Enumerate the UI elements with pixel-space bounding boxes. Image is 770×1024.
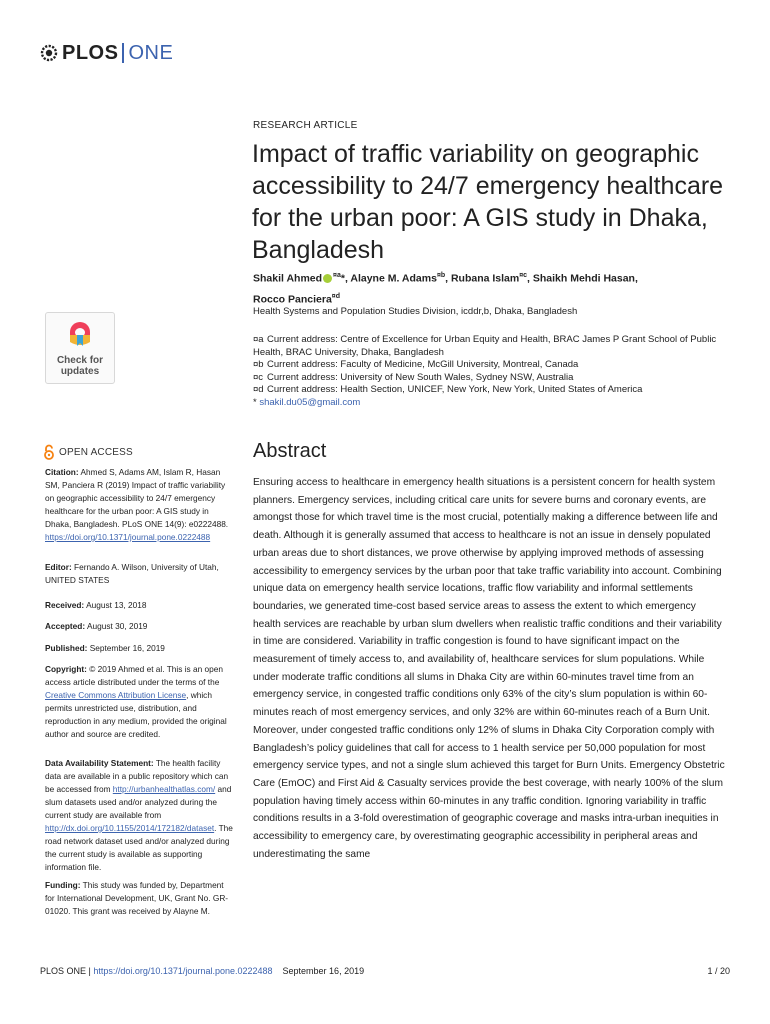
check-for-updates-badge[interactable] xyxy=(45,312,115,384)
author-list xyxy=(253,267,723,308)
copyright-text: © 2019 Ahmed et al. This is an open access article distributed under the terms of the xyxy=(45,664,223,687)
open-access-text: OPEN ACCESS xyxy=(59,446,133,458)
author-name[interactable]: , Rubana Islam xyxy=(445,272,520,285)
footer-journal: PLOS ONE xyxy=(40,966,87,976)
author-affil-mark: ¤c xyxy=(519,272,528,279)
license-link[interactable]: Creative Commons Attribution License xyxy=(45,690,187,700)
author-affil-mark: ¤d xyxy=(331,292,340,300)
copyright-text: , which permits unrestricted use, distribution, and reproduction in any medium, provided the original author and source are credited. xyxy=(45,690,227,739)
funding-block xyxy=(45,879,235,918)
abstract-heading: Abstract xyxy=(253,440,327,462)
published-block xyxy=(45,642,235,655)
note-symbol: ¤b xyxy=(253,359,264,371)
note-text: Current address: Faculty of Medicine, McGill University, Montreal, Canada xyxy=(267,359,579,371)
corresponding-star: * xyxy=(253,396,257,408)
editor-block xyxy=(45,561,235,587)
data-availability-block xyxy=(45,757,235,874)
funding-label: Funding: xyxy=(45,880,81,890)
citation-label: Citation: xyxy=(45,467,79,477)
note-symbol: ¤c xyxy=(253,371,264,383)
footer-doi-link[interactable]: https://doi.org/10.1371/journal.pone.0222488 xyxy=(93,966,273,976)
data-availability-text: The health facility data are available in a public repository which can be accessed from xyxy=(45,758,229,794)
author-name[interactable]: , Alayne M. Adams xyxy=(344,272,437,285)
page-footer xyxy=(40,966,730,976)
logo-plos-text: PLOS xyxy=(62,41,119,64)
note-symbol: ¤d xyxy=(253,384,264,396)
note-text: Current address: University of New South Wales, Sydney NSW, Australia xyxy=(267,371,574,383)
affiliation: Health Systems and Population Studies Division, icddr,b, Dhaka, Bangladesh xyxy=(253,306,578,317)
logo-divider xyxy=(122,43,124,63)
data-availability-text: . The road network dataset used and/or analyzed during the current study is available as supporting information file. xyxy=(45,823,233,872)
corresponding-mark: * xyxy=(340,272,345,285)
crossmark-icon xyxy=(66,318,94,348)
citation-doi-link[interactable]: https://doi.org/10.1371/journal.pone.0222488 xyxy=(45,532,211,542)
corresponding-email xyxy=(253,397,733,410)
published-date: September 16, 2019 xyxy=(89,643,165,653)
abstract-text: Ensuring access to healthcare in emergency health situations is a persistent concern for health system planners. Emergency services, including critical care units for severe burns and coronary events, are amongst those for which travel time is the most crucial, potentially making a difference between life and death. Although it is generally assumed that access to healthcare is not an issue in densely populated urban areas due to short distances, we prove otherwise by applying improved methods of assessing accessibility to emergency services by the urban poor that take traffic variability into account. Combining unique data on emergency health service locations, traffic flow variability and informal settlements boundaries, we generated time-cost based service areas to assess the extent to which emergency health services are reachable by urban slum dwellers when realistic traffic conditions and their variability in time are considered. Variability in traffic congestion is found to have significant impact on the measurement of timely access to, and availability of, healthcare services for slum populations. While under moderate traffic conditions all slums in Dhaka City are within 60-minutes travel time from an emergency service, in congested traffic conditions only 63% of the city’s slum population is within 60-minutes reach of most emergency services, and only 32% are within 60-minutes reach of a Burn Unit. Moreover, under congested traffic conditions only 12% of slums in Dhaka City Corporation comply with Bangladesh’s policy guidelines that call for access to 1 health service per 50,000 population for most emergency service types, and not a single slum achieved this target for Burn Units. Emergency Obstetric Care (EmOC) and First Aid & Casualty services provide the best coverage, with nearly 100% of the slum population having timely access within 60-minutes in any traffic condition. Ignoring variability in traffic conditions results in a 3-fold overestimation of geographic coverage and masks intra-urban inequities in accessibility to emergency care, by overestimating geographic accessibility in peripheral areas and underestimating the same xyxy=(253,477,725,860)
author-affil-mark: ¤a xyxy=(333,272,341,279)
dataset-doi-link[interactable]: http://dx.doi.org/10.1155/2014/172182/dataset xyxy=(45,823,215,833)
address-note xyxy=(253,372,733,385)
received-label: Received: xyxy=(45,600,85,610)
plos-one-logo xyxy=(40,40,173,66)
accepted-label: Accepted: xyxy=(45,621,86,631)
check-for-updates-label: Check for updates xyxy=(56,355,104,377)
article-type: RESEARCH ARTICLE xyxy=(253,120,358,131)
footer-date: September 16, 2019 xyxy=(282,966,365,976)
article-title: Impact of traffic variability on geographic accessibility to 24/7 emergency healthcare for the urban poor: A GIS study in Dhaka, Bangladesh xyxy=(252,140,724,264)
accepted-date: August 30, 2019 xyxy=(86,621,148,631)
funding-text: This study was funded by, Department for International Development, UK, Grant No. GR-01020. This grant was received by Alayne M. xyxy=(45,880,229,916)
copyright-block xyxy=(45,663,235,741)
received-date: August 13, 2018 xyxy=(86,600,147,610)
author-name[interactable]: Rocco Panciera xyxy=(253,293,332,305)
address-note xyxy=(253,384,733,397)
footer-separator: | xyxy=(86,966,94,976)
email-link[interactable]: shakil.du05@gmail.com xyxy=(259,396,361,408)
data-link[interactable]: http://urbanhealthatlas.com/ xyxy=(112,784,216,794)
open-lock-icon xyxy=(43,444,55,460)
citation-text: Ahmed S, Adams AM, Islam R, Hasan SM, Panciera R (2019) Impact of traffic variability on geographic accessibility to 24/7 emergency healthcare for the urban poor: A GIS study in Dhaka, Bangladesh. PLoS ONE 14(9): e0222488. xyxy=(45,467,229,529)
editor-label: Editor: xyxy=(45,562,72,572)
plos-gear-icon xyxy=(40,44,58,62)
published-label: Published: xyxy=(45,643,88,653)
address-note xyxy=(253,359,733,372)
accepted-block xyxy=(45,620,235,633)
orcid-icon[interactable] xyxy=(323,274,332,283)
note-text: Current address: Centre of Excellence for Urban Equity and Health, BRAC James P Grant School of Public Health, BRAC University, Dhaka, Bangladesh xyxy=(253,334,717,358)
copyright-label: Copyright: xyxy=(45,664,87,674)
page-number: 1 / 20 xyxy=(707,966,730,976)
address-notes xyxy=(253,334,733,410)
author-name[interactable]: , Shaikh Mehdi Hasan, xyxy=(527,272,638,285)
logo-one-text: ONE xyxy=(128,41,174,64)
note-symbol: ¤a xyxy=(253,334,264,345)
author-affil-mark: ¤b xyxy=(436,272,446,279)
note-text: Current address: Health Section, UNICEF, New York, New York, United States of America xyxy=(267,384,643,396)
author-name[interactable]: Shakil Ahmed xyxy=(253,272,323,285)
data-availability-text: and slum datasets used and/or analyzed during the current study are available from xyxy=(45,784,232,820)
received-block xyxy=(45,599,235,612)
data-availability-label: Data Availability Statement: xyxy=(45,758,154,768)
editor-text: Fernando A. Wilson, University of Utah, UNITED STATES xyxy=(45,562,219,585)
address-note xyxy=(253,334,733,359)
open-access-label xyxy=(43,444,133,460)
citation-block xyxy=(45,466,235,544)
